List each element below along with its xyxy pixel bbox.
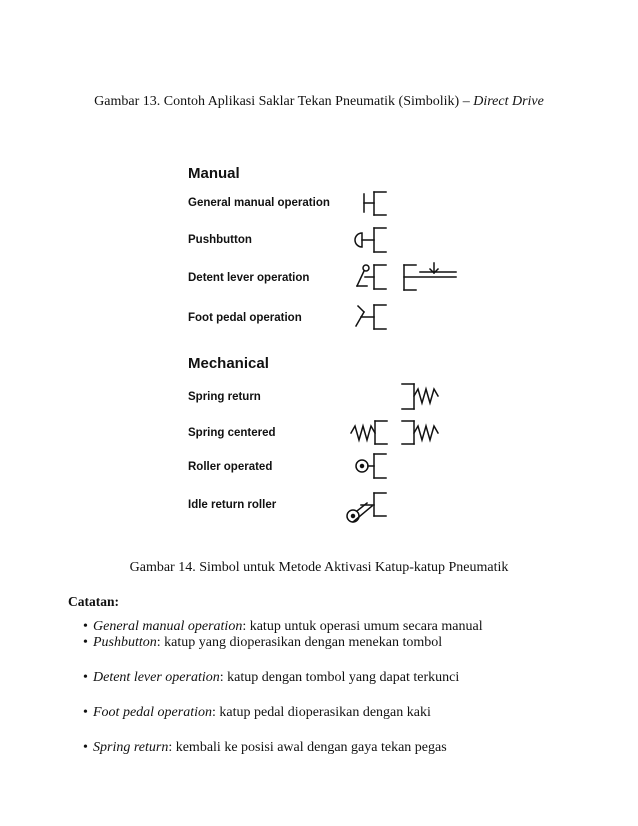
figure-13-caption-italic: Direct Drive (473, 94, 544, 109)
note-desc: : katup dengan tombol yang dapat terkunci (219, 670, 460, 685)
note-term: Spring return (93, 740, 169, 755)
spring-centered-right-symbol (402, 421, 438, 444)
spring-centered-left-symbol (351, 421, 387, 444)
note-term: General manual operation (93, 619, 243, 634)
label-spring-return: Spring return (188, 391, 261, 403)
note-term: Detent lever operation (93, 670, 220, 685)
figure-13-caption (0, 94, 638, 110)
note-term: Pushbutton (93, 635, 157, 650)
foot-pedal-symbol (356, 305, 386, 329)
label-pushbutton: Pushbutton (188, 234, 252, 246)
bullet: • (83, 705, 88, 720)
label-foot-pedal-operation: Foot pedal operation (188, 312, 302, 324)
roller-operated-symbol (356, 454, 386, 478)
label-detent-lever-operation: Detent lever operation (188, 272, 310, 284)
label-spring-centered: Spring centered (188, 427, 276, 439)
manual-header: Manual (188, 165, 240, 182)
bullet: • (83, 670, 88, 685)
note-term: Foot pedal operation (93, 705, 212, 720)
pushbutton-symbol (355, 228, 386, 252)
bullet: • (83, 635, 88, 650)
note-desc: : katup untuk operasi umum secara manual (242, 619, 483, 634)
notes-title: Catatan: (68, 594, 119, 609)
bullet: • (83, 740, 88, 755)
label-roller-operated: Roller operated (188, 461, 273, 473)
idle-return-roller-symbol (347, 493, 386, 522)
note-item (83, 635, 443, 651)
figure-14-caption: Gambar 14. Simbol untuk Metode Aktivasi Katup-katup Pneumatik (129, 560, 509, 575)
note-item (83, 705, 431, 721)
mechanical-header: Mechanical (188, 355, 269, 372)
note-desc: : katup pedal dioperasikan dengan kaki (212, 705, 431, 720)
bullet: • (83, 619, 88, 634)
note-desc: : katup yang dioperasikan dengan menekan tombol (156, 635, 443, 650)
figure-13-caption-text: Gambar 13. Contoh Aplikasi Saklar Tekan Pneumatik (Simbolik) – (94, 94, 474, 109)
label-idle-return-roller: Idle return roller (188, 499, 277, 511)
general-manual-symbol (364, 192, 386, 215)
note-item (83, 740, 447, 756)
actuation-symbols-figure (176, 162, 486, 534)
detent-mechanism-symbol (404, 263, 456, 290)
note-item (83, 670, 460, 686)
note-item (83, 619, 483, 635)
note-desc: : kembali ke posisi awal dengan gaya tekan pegas (168, 740, 447, 755)
detent-lever-symbol (357, 265, 386, 289)
spring-return-symbol (402, 384, 438, 409)
label-general-manual-operation: General manual operation (188, 197, 330, 209)
